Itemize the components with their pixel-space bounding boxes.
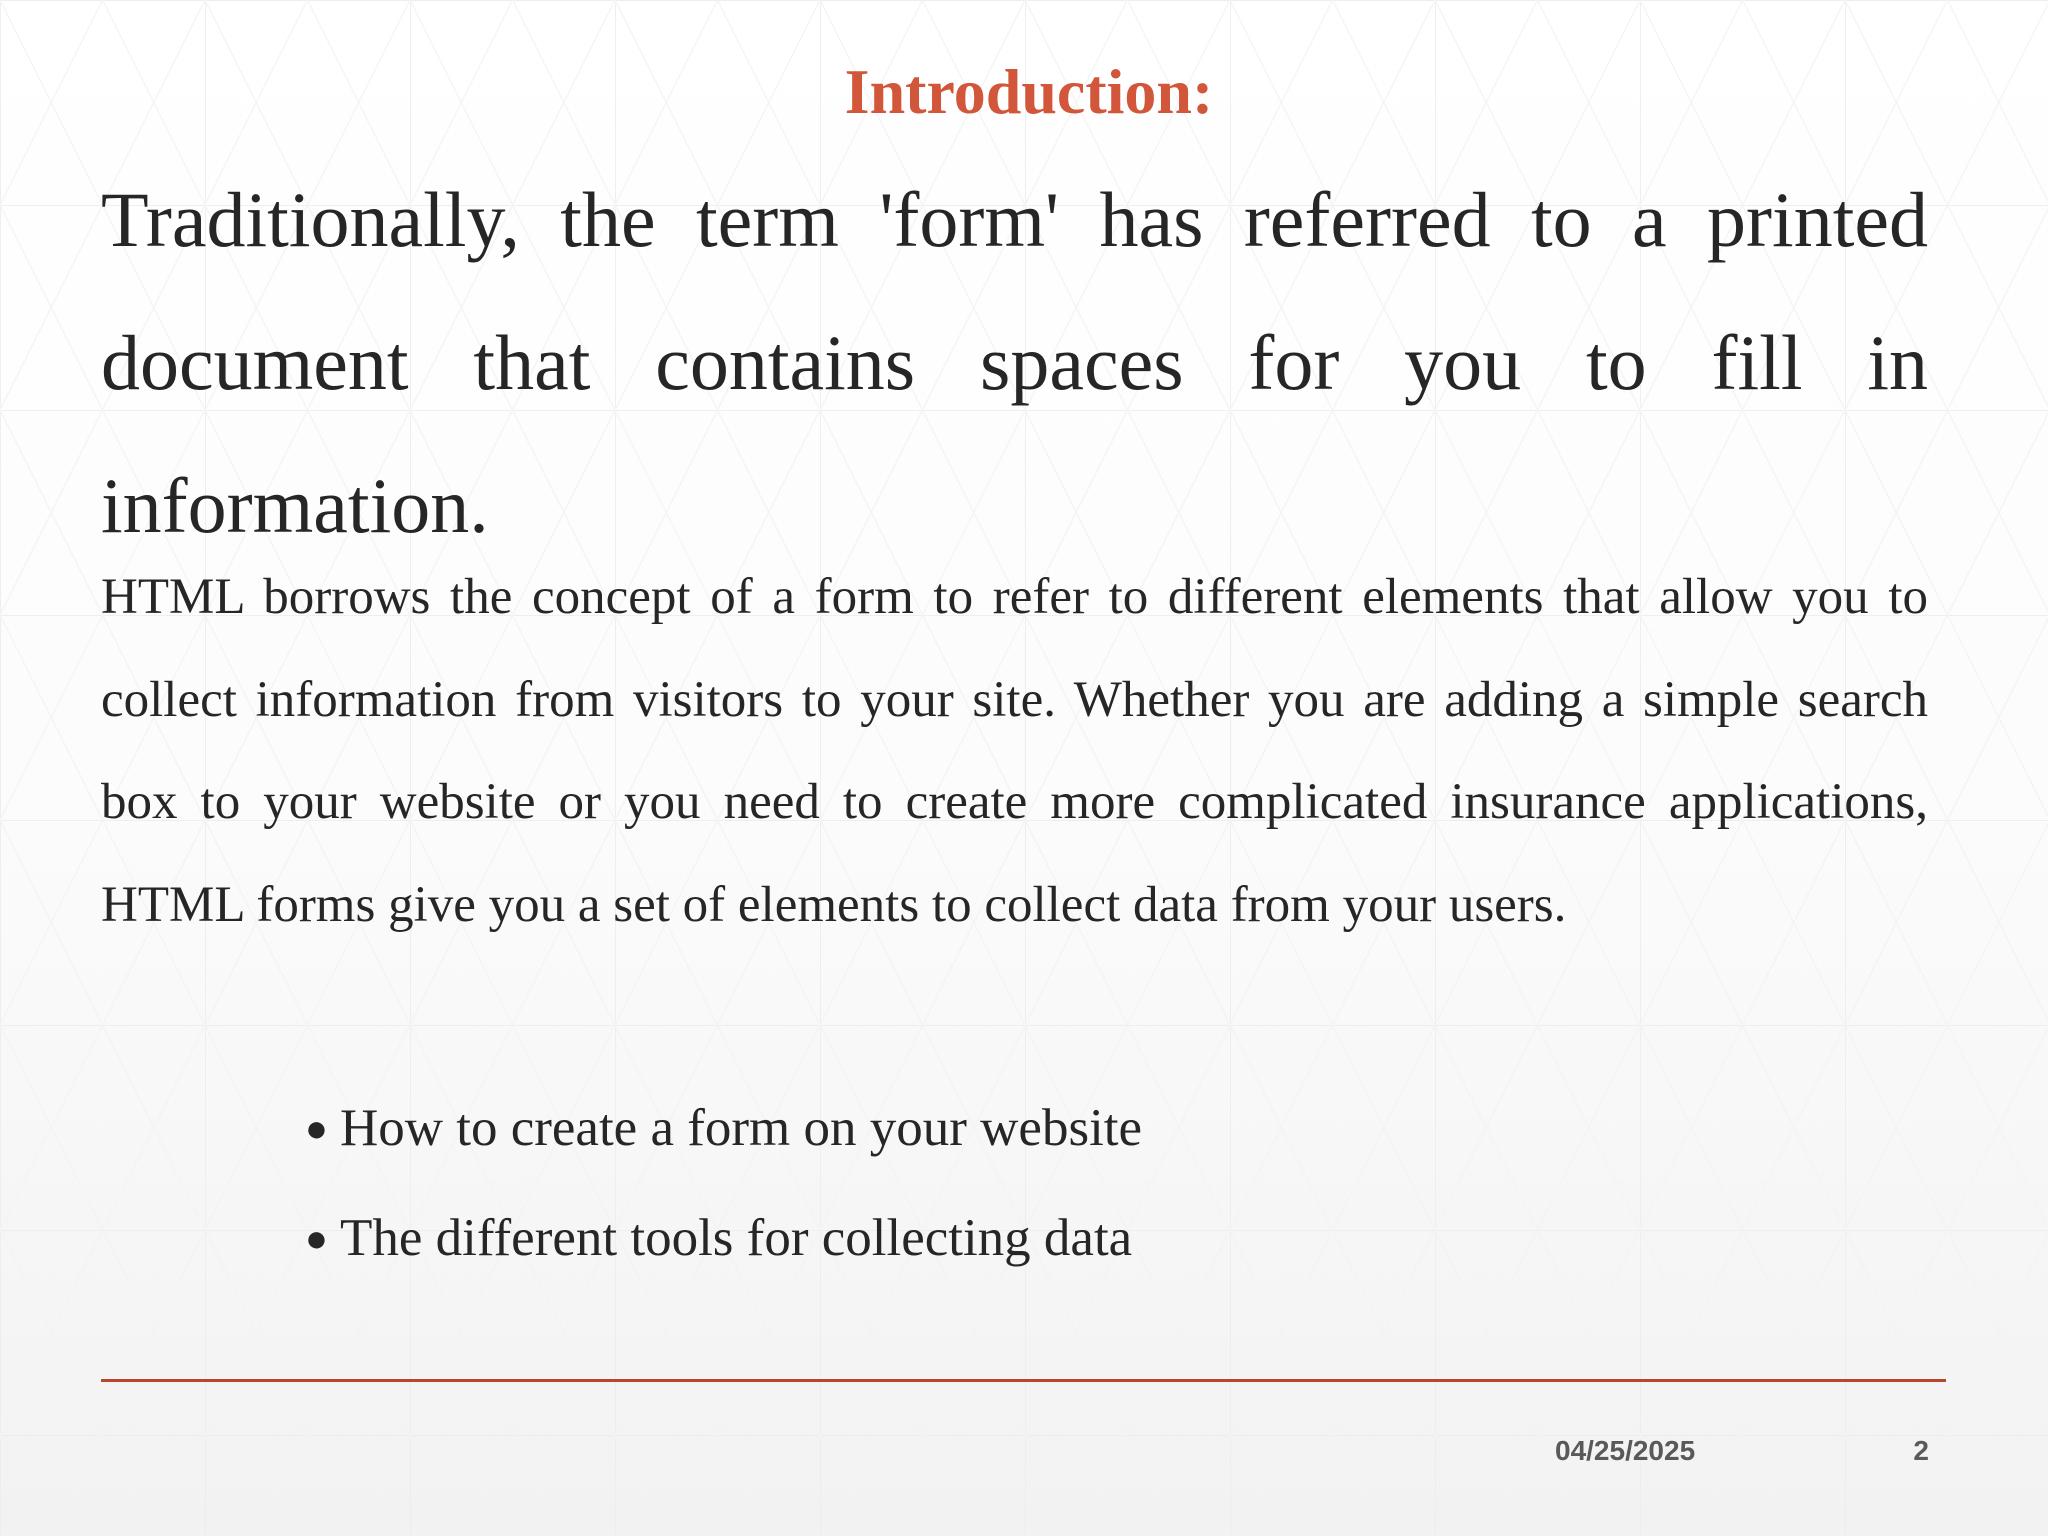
footer-date: 04/25/2025 (1555, 1435, 1696, 1466)
footer-divider (101, 1379, 1946, 1382)
body-paragraph: HTML borrows the concept of a form to refer to different elements that allow you to collect information from visitors to your site. Whether you are adding a simple search box to your website or you need to create more complicated insurance applications, HTML forms give you a set of elements to collect data from your users. (101, 569, 1928, 933)
bullet-item (305, 1186, 1142, 1296)
bullet-text: The different tools for collecting data (339, 1209, 1133, 1267)
bullet-text: How to create a form on your website (339, 1099, 1143, 1157)
lead-paragraph: Traditionally, the term 'form' has referred to a printed document that contains spaces for you to fill in information. (101, 176, 1928, 549)
slide-title: Introduction: (844, 56, 1214, 127)
bullet-icon: ● (305, 1218, 328, 1260)
page-number: 2 (1913, 1435, 1929, 1466)
bullet-item (305, 1076, 1142, 1186)
bullet-icon: ● (305, 1108, 328, 1150)
bullet-list (305, 1076, 1142, 1296)
